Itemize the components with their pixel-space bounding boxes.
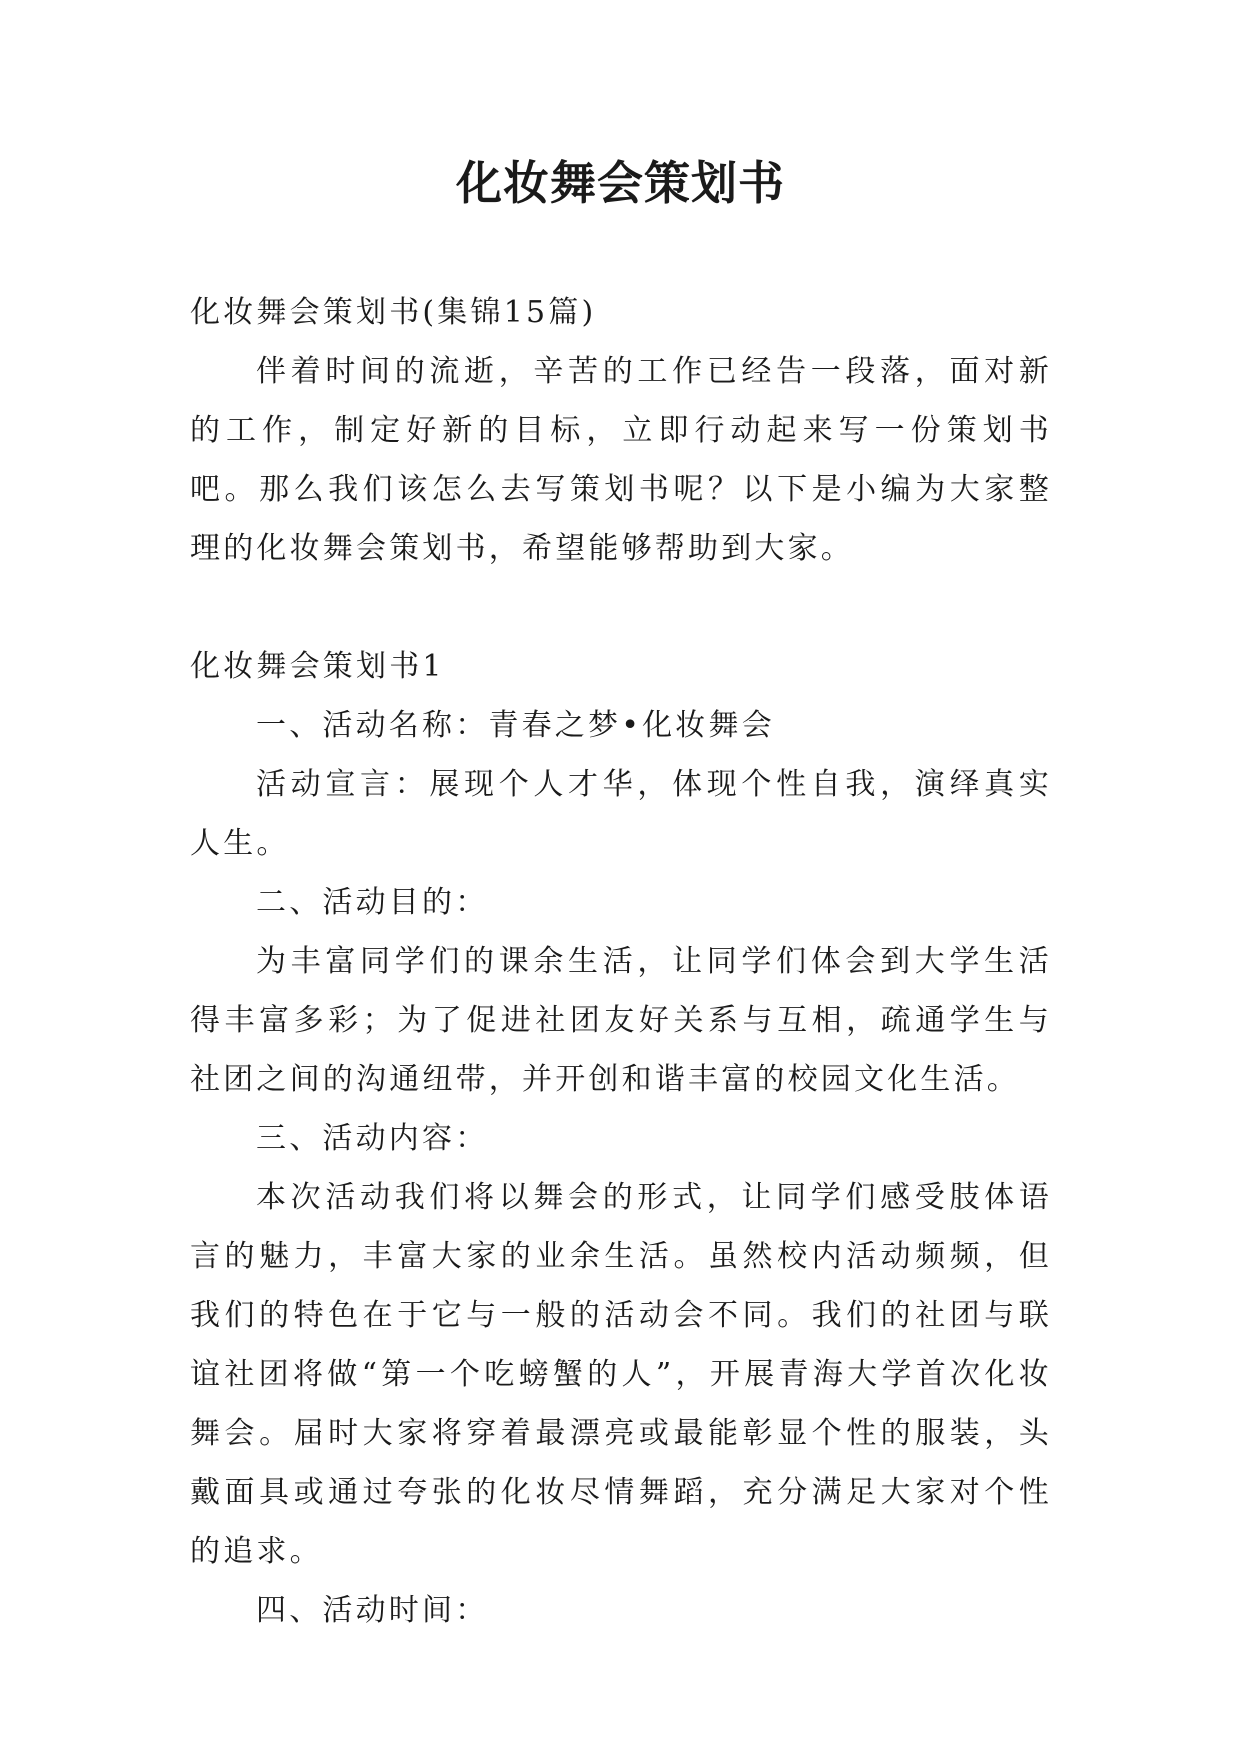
activity-content-heading: 三、活动内容：	[256, 1121, 489, 1156]
activity-name-heading: 一、活动名称：青春之梦•化妆舞会	[256, 708, 775, 743]
paragraph-spacer	[190, 578, 1052, 637]
intro-paragraph: 伴着时间的流逝，辛苦的工作已经告一段落，面对新的工作，制定好新的目标，立即行动起来写一份策划书吧。那么我们该怎么去写策划书呢？以下是小编为大家整理的化妆舞会策划书，希望能够帮助到大家。	[190, 354, 1052, 566]
document-title: 化妆舞会策划书	[456, 156, 785, 210]
document-body	[190, 283, 1052, 1640]
activity-time-heading: 四、活动时间：	[256, 1593, 489, 1628]
activity-purpose-heading: 二、活动目的：	[256, 885, 489, 920]
section-heading: 化妆舞会策划书1	[190, 649, 445, 684]
activity-content-paragraph: 本次活动我们将以舞会的形式，让同学们感受肢体语言的魅力，丰富大家的业余生活。虽然校内活动频频，但我们的特色在于它与一般的活动会不同。我们的社团与联谊社团将做“第一个吃螃蟹的人”，开展青海大学首次化妆舞会。届时大家将穿着最漂亮或最能彰显个性的服装，头戴面具或通过夸张的化妆尽情舞蹈，充分满足大家对个性的追求。	[190, 1180, 1052, 1569]
activity-slogan-paragraph: 活动宣言：展现个人才华，体现个性自我，演绎真实人生。	[190, 767, 1052, 861]
document-subtitle: 化妆舞会策划书(集锦15篇)	[190, 295, 597, 330]
activity-purpose-paragraph: 为丰富同学们的课余生活，让同学们体会到大学生活得丰富多彩；为了促进社团友好关系与互相，疏通学生与社团之间的沟通纽带，并开创和谐丰富的校园文化生活。	[190, 944, 1052, 1097]
